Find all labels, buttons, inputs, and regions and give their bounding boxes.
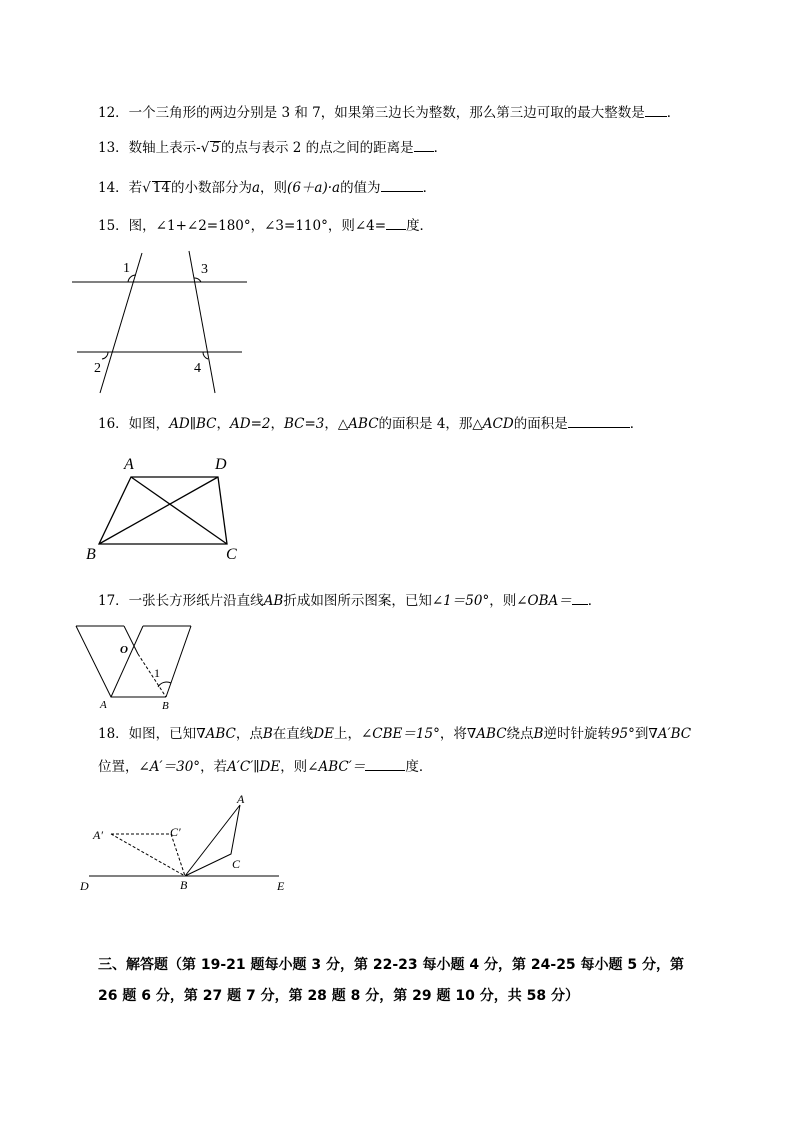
angle-label-2: 2: [94, 361, 101, 376]
vertex-D: D: [215, 456, 227, 473]
q18-text: 位置，: [98, 759, 139, 775]
figure-18: [75, 788, 295, 898]
q18-text: 逆时针旋转: [543, 726, 611, 742]
point-C: C: [232, 857, 241, 871]
q18-point-b: B: [262, 726, 273, 742]
q12-text: 12．一个三角形的两边分别是 3 和 7，如果第三边长为整数，那么第三边可取的最大整数是: [98, 105, 645, 121]
q13-end: ．: [433, 140, 448, 156]
point-B: B: [162, 700, 169, 712]
q13-post: 的点与表示 2 的点之间的距离是: [220, 140, 414, 156]
question-13: [98, 138, 447, 157]
q16-mid: 的面积是 4，那: [378, 416, 473, 432]
q14-mid2: ，则: [260, 180, 288, 196]
q18-text: ，点: [235, 726, 263, 742]
q17-end: ．: [587, 593, 602, 609]
question-16: [98, 414, 643, 433]
q18-text: ，若: [200, 759, 228, 775]
point-E: E: [277, 879, 285, 893]
q13-radicand: 5: [211, 140, 220, 156]
q18-pre: 18．如图，已知: [98, 726, 197, 742]
answer-blank: [365, 757, 405, 771]
answer-blank: [386, 216, 406, 230]
q14-mid3: 的值为: [340, 180, 381, 196]
q18-text: 上，: [333, 726, 361, 742]
q18-deg: 95°: [610, 726, 635, 742]
sep: ，: [324, 416, 338, 432]
figure-15: [70, 245, 250, 400]
q16-post: 的面积是: [513, 416, 568, 432]
q16-cond1: AD∥BC: [169, 416, 217, 432]
q17-target: ∠OBA＝: [516, 593, 572, 609]
question-14: [98, 178, 436, 197]
q17-mid2: ，则: [489, 593, 517, 609]
q13-pre: 13．数轴上表示-: [98, 140, 201, 156]
figure-16: [82, 450, 252, 565]
q17-given: ∠1＝50°: [431, 593, 490, 609]
q15-text: 15．图，∠1+∠2=180°，∠3=110°，则∠4=: [98, 218, 387, 234]
q14-var-a: a: [251, 180, 261, 196]
sep: ，: [270, 416, 284, 432]
q12-end: ．: [666, 105, 681, 121]
point-D: D: [80, 879, 89, 893]
q15-end: 度．: [406, 218, 434, 234]
q16-pre: 16．如图，: [98, 416, 170, 432]
sqrt-symbol: √: [200, 140, 210, 156]
question-12: [98, 103, 680, 122]
angle-label-1: 1: [123, 261, 130, 276]
q18-angle: ∠A′＝30°: [138, 759, 201, 775]
answer-blank: [645, 103, 667, 117]
q18-text: 绕点: [506, 726, 534, 742]
q18-cbe: ∠CBE＝15°: [360, 726, 440, 742]
sqrt-symbol: √: [142, 180, 151, 196]
answer-blank: [568, 414, 630, 428]
q17-mid: 折成如图所示图案，已知: [283, 593, 432, 609]
q14-radicand: 14: [152, 180, 170, 196]
q18-line-de: DE: [313, 726, 334, 742]
question-18-line2: [98, 757, 432, 776]
q18-tri1: ∇ABC: [196, 726, 236, 742]
point-A-prime: A′: [93, 828, 103, 842]
q18-text: 在直线: [272, 726, 314, 742]
sep: ，: [216, 416, 230, 432]
q14-mid1: 的小数部分为: [170, 180, 252, 196]
q18-parallel: A′C′∥DE: [227, 759, 281, 775]
q14-expression: (6＋a)·a: [287, 180, 341, 196]
question-17: [98, 591, 601, 610]
q16-cond2: AD=2: [230, 416, 271, 432]
q18-text: ，则: [280, 759, 308, 775]
angle-label-4: 4: [194, 361, 201, 376]
point-C-prime: C′: [170, 825, 181, 839]
figure-17: [72, 622, 202, 712]
question-18-line1: [98, 725, 691, 743]
point-A: A: [237, 792, 245, 806]
q17-ab: AB: [263, 593, 284, 609]
vertex-B: B: [86, 546, 96, 563]
point-B: B: [180, 878, 188, 892]
q18-text: ，将: [439, 726, 467, 742]
q18-target: ∠ABC′＝: [307, 759, 366, 775]
q18-text: 到: [634, 726, 649, 742]
vertex-C: C: [226, 546, 237, 563]
answer-blank: [381, 178, 423, 192]
q14-end: ．: [422, 180, 437, 196]
q17-pre: 17．一张长方形纸片沿直线: [98, 593, 264, 609]
q18-point-b2: B: [533, 726, 544, 742]
angle-label-3: 3: [201, 262, 208, 277]
answer-blank: [414, 138, 434, 152]
vertex-A: A: [124, 456, 134, 473]
answer-blank: [572, 591, 588, 605]
q16-end: ．: [629, 416, 644, 432]
q18-tri2: ∇ABC: [466, 726, 507, 742]
q16-cond4: △ABC: [337, 416, 379, 432]
q18-tri3: ∇A′BC: [648, 726, 692, 742]
question-15: [98, 216, 433, 235]
point-A: A: [100, 699, 107, 711]
q16-cond5: △ACD: [472, 416, 514, 432]
point-O: O: [120, 644, 128, 656]
q16-cond3: BC=3: [283, 416, 325, 432]
q18-end: 度．: [405, 759, 433, 775]
angle-label-1: 1: [154, 666, 160, 680]
q14-pre: 14．若: [98, 180, 143, 196]
section-3-heading: 三、解答题（第 19-21 题每小题 3 分，第 22-23 每小题 4 分，第 24-25 每小题 5 分，第 26 题 6 分，第 27 题 7 分，第 28 题 8 分，第 29 题 10 分，共 58 分）: [98, 957, 685, 1004]
